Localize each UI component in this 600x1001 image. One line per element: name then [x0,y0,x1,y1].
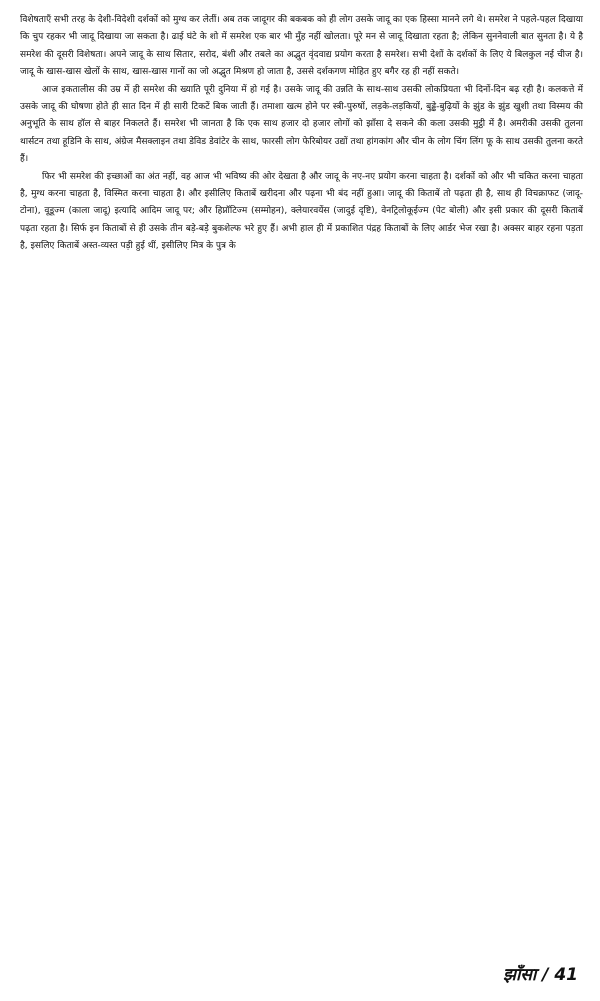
paragraph-continuation: विशेषताएँ सभी तरह के देशी-विदेशी दर्शकों को मुग्ध कर लेतीं। अब तक जादूगर की बकबक को ही लोग उसके जादू का एक हिस्सा मानने लगे थे। समरेश ने पहले-पहल दिखाया कि चुप रहकर भी जादू दिखाया जा सकता है। ढाई घंटे के शो में समरेश एक बार भी मुँह नहीं खोलता। पूरे मन से जादू दिखाता रहता है; लेकिन सुननेवाली बात सुनता है। ये है समरेश की दूसरी विशेषता। अपने जादू के साथ सितार, सरोद, बंशी और तबले का अद्भुत वृंदवाद्य प्रयोग करता है समरेश। सभी देशों के दर्शकों के लिए ये बिलकुल नई चीज है। जादू के खास-खास खेलों के साथ, खास-खास गानों का जो अद्भुत मिश्रण हो जाता है, उससे दर्शकगण मोहित हुए बगैर रह ही नहीं सकते। [20,15,583,78]
paragraph-fame: आज इकतालीस की उम्र में ही समरेश की ख्याति पूरी दुनिया में हो गई है। उसके जादू की उन्नति के साथ-साथ उसकी लोकप्रियता भी दिनों-दिन बढ़ रही है। कलकत्ते में उसके जादू की घोषणा होते ही सात दिन में ही सारी टिकटें बिक जाती हैं। तमाशा खत्म होने पर स्त्री-पुरुषों, लड़के-लड़कियों, बुड्ढे-बुढ़ियों के झुंड के झुंड खुशी तथा विस्मय की अनुभूति के साथ हॉल से बाहर निकलते हैं। समरेश भी जानता है कि एक साथ हजार दो हजार लोगों को झाँसा दे सकने की कला उसकी मुट्ठी में है। अमरीकी उसकी तुलना थार्सटन तथा हूडिनि के साथ, अंग्रेज मैसक्लाइन तथा डेविड डेवांटेर के साथ, फारसी लोग फेरिबोयर उद्यों तथा हांगकांग और चीन के लोग चिंग लिंग फू के साथ उसकी तुलना करते हैं। [20,84,583,165]
page-number-footer: झाँसा / 41 [503,965,578,985]
paragraph-ambitions: फिर भी समरेश की इच्छाओं का अंत नहीं, वह आज भी भविष्य की ओर देखता है और जादू के नए-नए प्रयोग करना चाहता है। दर्शकों को और भी चकित करना चाहता है, मुग्ध करना चाहता है, विस्मित करना चाहता है। और इसीलिए किताबें खरीदना और पढ़ना भी बंद नहीं हुआ। जादू की किताबें तो पढ़ता ही है, साथ ही विचक्राफट (जादू-टोना), वूडूज्म (काला जादू) इत्यादि आदिम जादू पर; और हिप्नॉटिज्म (सम्मोहन), क्लेयारवयेंस (जादुई दृष्टि), वेनट्रिलोकूईज्म (पेट बोली) और इसी प्रकार की दूसरी किताबें पढ़ता रहता है। सिर्फ इन किताबों से ही उसके तीन बड़े-बड़े बुकशेल्फ भरे हुए हैं। अभी हाल ही में प्रकाशित पंद्रह किताबों के लिए आर्डर भेज रखा है। अक्सर बाहर रहना पड़ता है, इसलिए किताबें अस्त-व्यस्त पड़ी हुई थीं, इसीलिए मित्र के पुत्र के [20,171,583,252]
